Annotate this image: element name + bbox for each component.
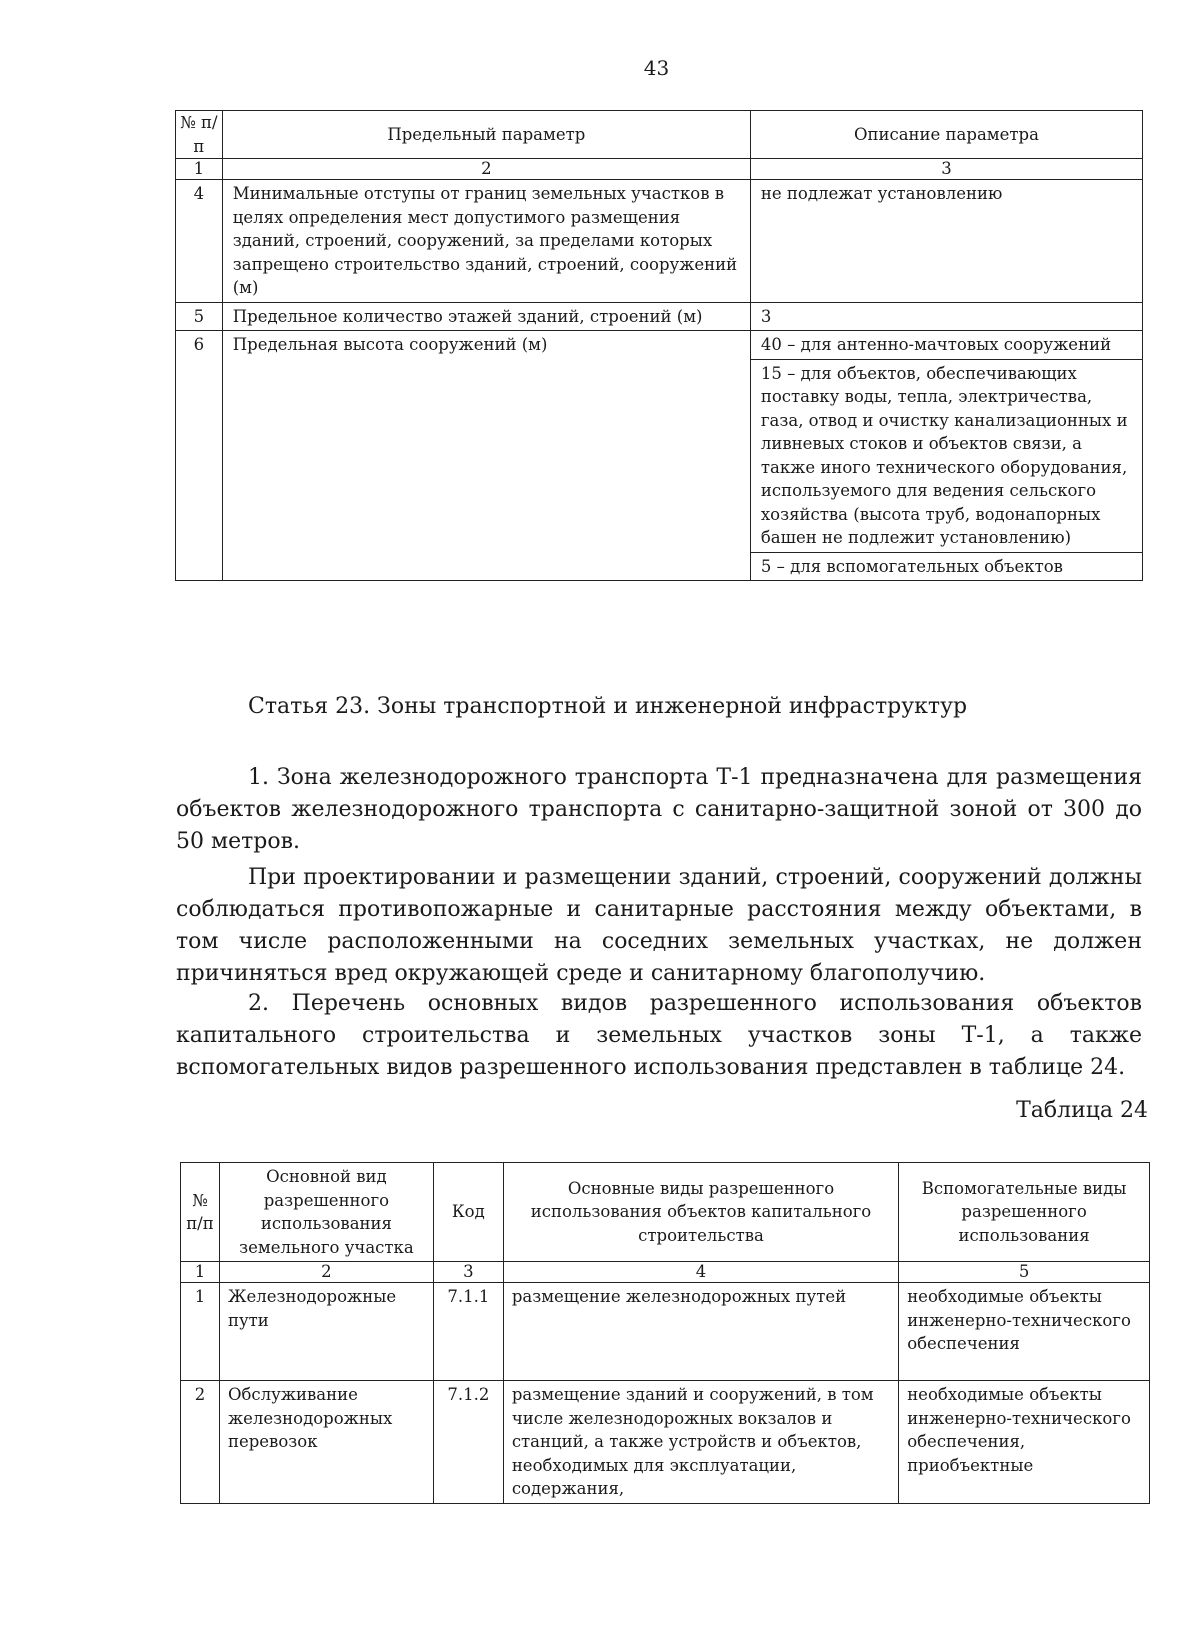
col-header-desc: Описание параметра: [750, 111, 1142, 159]
aux-use-cell: необходимые объекты инженерно-технического обеспечения: [899, 1283, 1150, 1381]
row-number: 4: [176, 180, 223, 303]
table-header-row: [181, 1163, 1150, 1262]
desc-sub-cell: 15 – для объектов, обеспечивающих поставку воды, тепла, электричества, газа, отвод и очистку канализационных и ливневых стоков и объектов связи, а также иного технического оборудования, используемого для ведения сельского хозяйства (высота труб, водонапорных башен не подлежит установлению): [751, 359, 1142, 552]
desc-cell-group: [750, 331, 1142, 581]
main-use-cell: размещение зданий и сооружений, в том числе железнодорожных вокзалов и станций, а также устройств и объектов, необходимых для эксплуатации, содержания,: [503, 1381, 898, 1504]
row-number: 5: [176, 302, 223, 331]
main-use-cell: размещение железнодорожных путей: [503, 1283, 898, 1381]
table-index-row: [181, 1262, 1150, 1283]
table-row: [176, 302, 1143, 331]
col-header-aux: Вспомогательные виды разрешенного использования: [899, 1163, 1150, 1262]
desc-cell: 3: [750, 302, 1142, 331]
table-header-row: [176, 111, 1143, 159]
table-row: [176, 331, 1143, 581]
table-row: [181, 1283, 1150, 1381]
aux-use-cell: необходимые объекты инженерно-технического обеспечения, приобъектные: [899, 1381, 1150, 1504]
col-header-num: № п/п: [181, 1163, 220, 1262]
table-row: [176, 180, 1143, 303]
paragraph-1: 1. Зона железнодорожного транспорта Т-1 предназначена для размещения объектов железнодорожного транспорта с санитарно-защитной зоной от 300 до 50 метров.: [176, 765, 1142, 854]
index-cell: 2: [219, 1262, 433, 1283]
code-cell: 7.1.1: [433, 1283, 503, 1381]
col-header-param: Предельный параметр: [222, 111, 750, 159]
desc-sub-cell: 40 – для антенно-мачтовых сооружений: [760, 335, 1112, 354]
code-cell: 7.1.2: [433, 1381, 503, 1504]
param-cell: Минимальные отступы от границ земельных участков в целях определения мест допустимого размещения зданий, строений, сооружений, за пределами которых запрещено строительство зданий, строений, сооружений (м): [222, 180, 750, 303]
row-number: 2: [181, 1381, 220, 1504]
param-cell: Предельная высота сооружений (м): [222, 331, 750, 581]
index-cell: 4: [503, 1262, 898, 1283]
table-row: [181, 1381, 1150, 1504]
index-cell: 1: [176, 159, 223, 180]
index-cell: 2: [222, 159, 750, 180]
index-cell: 5: [899, 1262, 1150, 1283]
row-number: 6: [176, 331, 223, 581]
kind-cell: Обслуживание железнодорожных перевозок: [219, 1381, 433, 1504]
col-header-num: № п/п: [176, 111, 223, 159]
col-header-kind: Основной вид разрешенного использования земельного участка: [219, 1163, 433, 1262]
index-cell: 3: [750, 159, 1142, 180]
permitted-use-table: [180, 1162, 1150, 1504]
col-header-code: Код: [433, 1163, 503, 1262]
desc-cell: не подлежат установлению: [750, 180, 1142, 303]
table-index-row: [176, 159, 1143, 180]
paragraph-2: При проектировании и размещении зданий, строений, сооружений должны соблюдаться противопожарные и санитарные расстояния между объектами, в том числе расположенными на соседних земельных участках, не должен причиняться вред окружающей среде и санитарному благополучию.: [176, 865, 1142, 986]
parameters-table: [175, 110, 1143, 581]
col-header-main: Основные виды разрешенного использования объектов капитального строительства: [503, 1163, 898, 1262]
page-number: 43: [643, 56, 670, 80]
kind-cell: Железнодорожные пути: [219, 1283, 433, 1381]
paragraph-3: 2. Перечень основных видов разрешенного использования объектов капитального строительства и земельных участков зоны Т-1, а также вспомогательных видов разрешенного использования представлен в таблице 24.: [176, 991, 1142, 1080]
index-cell: 1: [181, 1262, 220, 1283]
index-cell: 3: [433, 1262, 503, 1283]
row-number: 1: [181, 1283, 220, 1381]
param-cell: Предельное количество этажей зданий, строений (м): [222, 302, 750, 331]
article-title: Статья 23. Зоны транспортной и инженерной инфраструктур: [248, 694, 968, 719]
table-caption: Таблица 24: [1016, 1098, 1148, 1123]
desc-sub-cell: 5 – для вспомогательных объектов: [751, 552, 1142, 581]
